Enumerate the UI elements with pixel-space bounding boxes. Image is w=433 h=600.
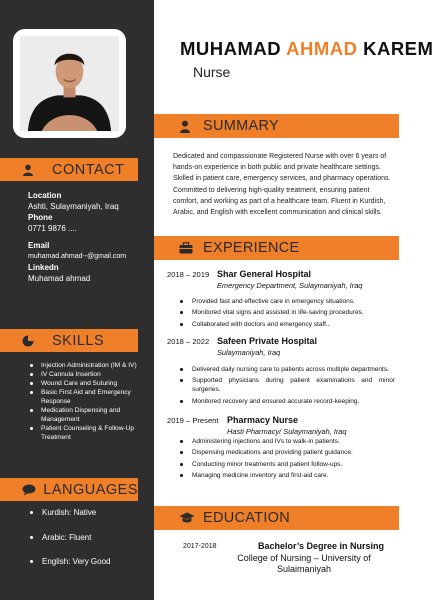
languages-list (28, 508, 110, 582)
contact-details (28, 190, 126, 284)
job-dates: 2018 – 2019 (167, 270, 210, 279)
job-title: Shar General Hospital (217, 269, 312, 279)
job-subtitle: Hasti Pharmacy/ Sulaymaniyah, Iraq (227, 427, 347, 436)
contact-header (0, 158, 138, 181)
email-label: Email (28, 241, 50, 250)
name-last: KAREM (363, 38, 433, 59)
list-item: Wound Care and Suturing (28, 379, 146, 388)
list-item: Monitored recovery and ensured accurate record-keeping. (178, 397, 395, 406)
list-item: Arabic: Fluent (28, 533, 110, 558)
job-bullets (178, 297, 395, 331)
education-title: EDUCATION (203, 510, 291, 526)
languages-title: LANGUAGES (43, 481, 138, 498)
list-item: Delivered daily nursing care to patients across multiple departments. (178, 365, 395, 374)
list-item: Dispensing medications and providing patient guidance. (178, 448, 395, 457)
list-item: English: Very Good (28, 557, 110, 582)
list-item: Medication Dispensing and Management (28, 406, 146, 424)
photo-frame (13, 29, 126, 138)
phone-label: Phone (28, 213, 53, 222)
job-role: Nurse (193, 64, 231, 80)
contact-title: CONTACT (52, 161, 125, 178)
education-dates: 2017-2018 (183, 543, 217, 550)
list-item: Provided fast and effective care in emergency situations. (178, 297, 395, 306)
job-title: Pharmacy Nurse (227, 415, 299, 425)
briefcase-icon (179, 242, 195, 254)
job-bullets (178, 365, 395, 408)
experience-header (154, 236, 399, 260)
summary-header (154, 114, 399, 138)
profile-photo (20, 36, 119, 131)
full-name (180, 38, 433, 60)
job-dates: 2019 – Present (167, 416, 219, 425)
experience-title: EXPERIENCE (203, 240, 300, 256)
list-item: Injection Administration (IM & IV) (28, 361, 146, 370)
name-middle: AHMAD (286, 38, 358, 59)
list-item: Conducting minor treatments and patient follow-ups. (178, 460, 395, 469)
job-subtitle: Emergency Department, Sulaymaniyah, Iraq (217, 281, 363, 290)
list-item: Kurdish: Native (28, 508, 110, 533)
job-dates: 2018 – 2022 (167, 337, 210, 346)
email-value[interactable]: muhamad.ahmad--@gmail.com (28, 253, 127, 260)
linkedin-value[interactable]: Muhamad ahmad (28, 274, 91, 283)
job-subtitle: Sulaymaniyah, Iraq (217, 348, 281, 357)
skills-list (28, 361, 146, 442)
list-item: Administering injections and IVs to walk-in patients. (178, 437, 395, 446)
list-item: Supported physicians during patient examinations and minor surgeries. (178, 376, 395, 394)
skills-title: SKILLS (52, 332, 105, 349)
location-value: Ashti, Sulaymaniyah, Iraq (28, 202, 119, 211)
user-icon (179, 120, 195, 133)
list-item: Monitored vital signs and assisted in life-saving procedures. (178, 308, 395, 317)
education-school: College of Nursing – University of Sulaimaniyah (237, 553, 371, 574)
list-item: Collaborated with doctors and emergency staff.. (178, 320, 395, 329)
education-degree: Bachelor’s Degree in Nursing (258, 541, 385, 551)
location-label: Location (28, 191, 62, 200)
pie-chart-icon (22, 335, 48, 347)
linkedin-label: Linkedn (28, 263, 59, 272)
job-bullets (178, 437, 395, 483)
job-title: Safeen Private Hospital (217, 336, 318, 346)
skills-header (0, 329, 138, 352)
list-item: IV Cannula Insertion (28, 370, 146, 379)
phone-value: 0771 9876 .... (28, 224, 77, 233)
graduation-cap-icon (179, 512, 195, 524)
speech-bubble-icon (22, 484, 39, 496)
languages-header (0, 478, 138, 501)
summary-title: SUMMARY (203, 118, 279, 134)
list-item: Managing medicine inventory and first-aid care. (178, 471, 395, 480)
list-item: Patient Counseling & Follow-Up Treatment (28, 424, 146, 442)
list-item: Basic First Aid and Emergency Response (28, 388, 146, 406)
summary-text: Dedicated and compassionate Registered Nurse with over 6 years of hands-on experience in both public and private healthcare settings. Skilled in patient care, emergency services, and pharmacy operations. Committed to delivering high-quality treatment, ensuring patient comfort, and working as part of a healthcare team. Fluent in Kurdish, Arabic, and English with excellent communication and clinical skills. (173, 153, 391, 217)
education-header (154, 506, 399, 530)
user-icon (22, 164, 48, 176)
name-first: MUHAMAD (180, 38, 282, 59)
sidebar (0, 0, 154, 600)
